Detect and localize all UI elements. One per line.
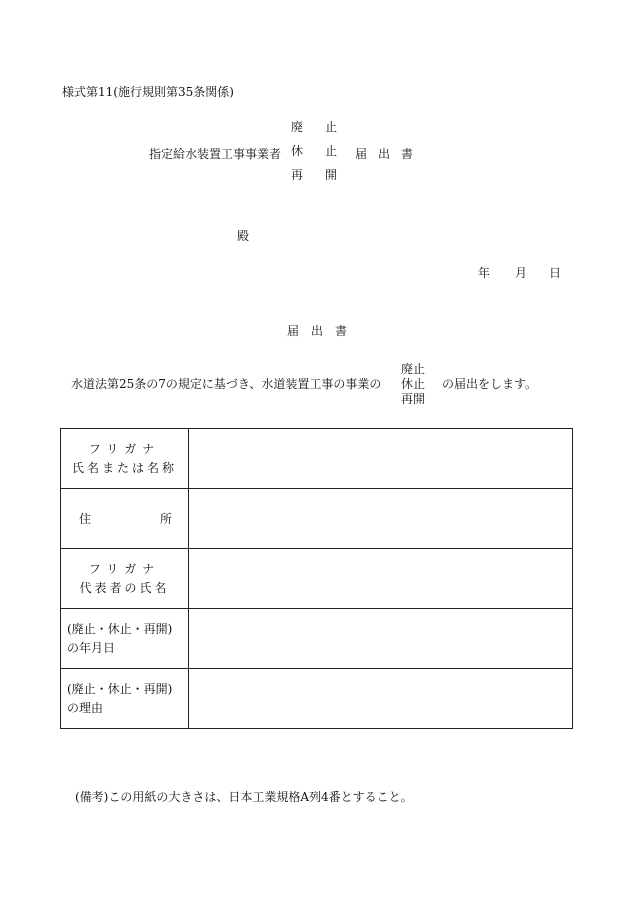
title-option-abolish-1: 廃 bbox=[291, 120, 304, 134]
date-value-field[interactable] bbox=[189, 609, 573, 669]
label-cell-date bbox=[61, 609, 189, 669]
table-row bbox=[61, 429, 573, 489]
title-suffix: 届出書 bbox=[355, 147, 425, 161]
date-month-label: 月 bbox=[515, 266, 528, 280]
label-name-or-title: 氏名または名称 bbox=[71, 460, 177, 475]
label-address-1: 住 bbox=[79, 512, 92, 526]
label-furigana: フリガナ bbox=[88, 561, 161, 576]
label-date-options: (廃止・休止・再開) bbox=[67, 621, 173, 636]
representative-value-field[interactable] bbox=[189, 549, 573, 609]
form-number: 様式第11(施行規則第35条関係) bbox=[62, 85, 234, 99]
title-option-resume-2: 開 bbox=[325, 168, 338, 182]
label-furigana: フリガナ bbox=[88, 441, 161, 456]
table-row bbox=[61, 489, 573, 549]
name-value-field[interactable] bbox=[189, 429, 573, 489]
statement-text-after: の届出をします。 bbox=[442, 377, 538, 391]
label-address-2: 所 bbox=[159, 512, 172, 526]
title-option-abolish-2: 止 bbox=[325, 120, 338, 134]
date-day-label: 日 bbox=[549, 266, 562, 280]
statement-text-before: 水道法第25条の7の規定に基づき、水道装置工事の事業の bbox=[71, 377, 382, 391]
label-reason: の理由 bbox=[67, 700, 104, 715]
label-cell-reason bbox=[61, 669, 189, 729]
address-value-field[interactable] bbox=[189, 489, 573, 549]
table-row bbox=[61, 549, 573, 609]
table-row bbox=[61, 669, 573, 729]
title-option-resume-1: 再 bbox=[291, 168, 304, 182]
date-year-label: 年 bbox=[478, 266, 491, 280]
label-cell-name bbox=[61, 429, 189, 489]
remarks-note: (備考)この用紙の大きさは、日本工業規格A列4番とすること。 bbox=[75, 790, 413, 804]
label-reason-options: (廃止・休止・再開) bbox=[67, 681, 173, 696]
addressee-honorific: 殿 bbox=[237, 229, 250, 243]
title-prefix: 指定給水装置工事事業者 bbox=[149, 147, 282, 161]
reason-value-field[interactable] bbox=[189, 669, 573, 729]
label-date: の年月日 bbox=[67, 640, 116, 655]
label-cell-address bbox=[61, 489, 189, 549]
notice-heading: 届出書 bbox=[287, 324, 360, 338]
title-option-suspend-2: 止 bbox=[325, 144, 338, 158]
label-representative-name: 代表者の氏名 bbox=[79, 580, 170, 595]
statement-option-resume: 再開 bbox=[401, 392, 426, 406]
label-cell-representative bbox=[61, 549, 189, 609]
form-table bbox=[60, 428, 573, 729]
statement-option-abolish: 廃止 bbox=[401, 362, 426, 376]
table-row bbox=[61, 609, 573, 669]
statement-option-suspend: 休止 bbox=[401, 377, 426, 391]
title-option-suspend-1: 休 bbox=[291, 144, 304, 158]
